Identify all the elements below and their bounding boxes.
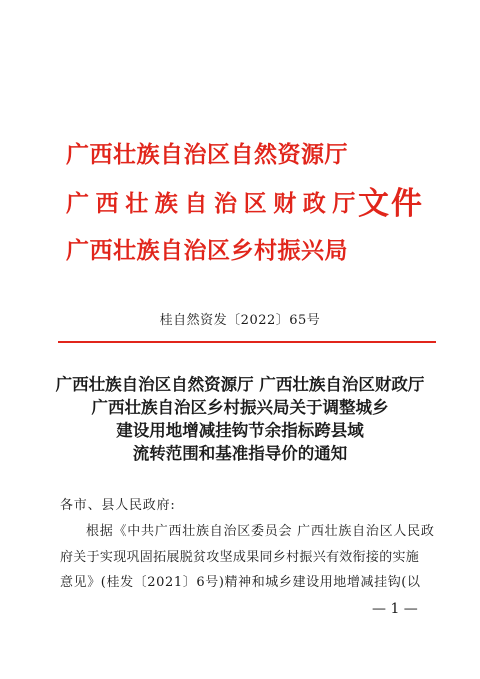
- title-line: 建设用地增减挂钩节余指标跨县域: [116, 421, 364, 440]
- issuer-name: 广西壮族自治区乡村振兴局: [66, 237, 348, 264]
- document-title: [40, 373, 440, 465]
- page-number: — 1 —: [372, 601, 418, 617]
- body-text-line: 意见》(桂发〔2021〕6号)精神和城乡建设用地增减挂钩(以: [60, 575, 421, 590]
- title-line: 广西壮族自治区自然资源厅 广西壮族自治区财政厅: [55, 375, 425, 394]
- document-type-label: 文件: [358, 186, 424, 222]
- title-line: 流转范围和基准指导价的通知: [132, 444, 348, 463]
- issuer-name: 广西壮族自治区财政厅: [66, 190, 362, 217]
- title-line: 广西壮族自治区乡村振兴局关于调整城乡: [91, 398, 389, 417]
- body-text-line: 府关于实现巩固拓展脱贫攻坚成果同乡村振兴有效衔接的实施: [60, 550, 420, 565]
- body-text-line: 根据《中共广西壮族自治区委员会 广西壮族自治区人民政: [86, 524, 435, 539]
- red-divider-line: [58, 341, 436, 343]
- salutation: 各市、县人民政府:: [60, 498, 176, 513]
- issuer-name: 广西壮族自治区自然资源厅: [66, 141, 348, 168]
- document-number: 桂自然资发〔2022〕65号: [159, 313, 321, 328]
